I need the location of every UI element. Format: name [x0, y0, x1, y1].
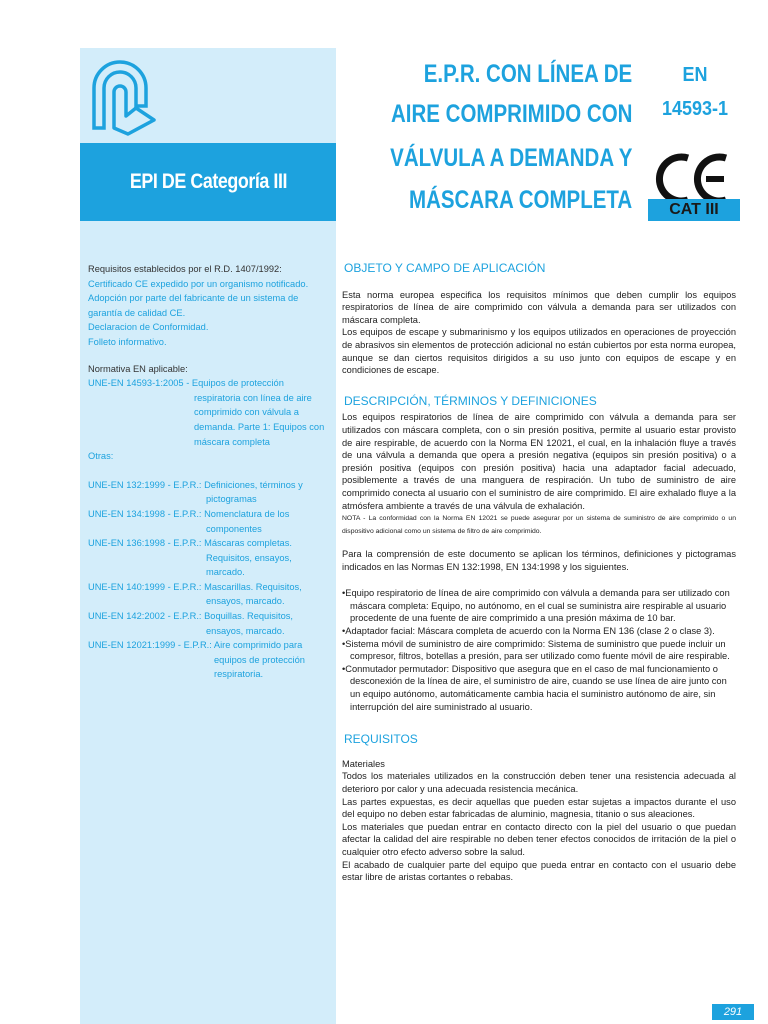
- title-line: E.P.R. CON LÍNEA DE: [423, 60, 632, 88]
- standard-code: [655, 58, 736, 126]
- otras-item: ensayos, marcado.: [206, 625, 285, 636]
- requisito-item: Folleto informativo.: [88, 336, 167, 347]
- paragraph: Los equipos respiratorios de línea de aire comprimido con válvula a demanda para ser utilizados con máscara completa, con o sin presión positiva, permite al usuario estar provisto de aire respirable, de acuerdo con la Norma EN 12021, el cual, en la inhalación fluye a través de una válvula a demanda que opera a presión negativa (equipos sin presión positiva) o a presión positiva (equipos con presión positiva) hacia una adaptador facial adecuado, posiblemente a través de una manguera de respiración. Un tubo de suministro de aire comprimido conecta al usuario con el suministro de aire comprimido. El aire exhalado fluye a la atmósfera ambiente a través de una válvula de exhalación.: [342, 412, 736, 511]
- paragraph: Todos los materiales utilizados en la construcción deben tener una resistencia adecuada al deterioro por calor y una adecuada resistencia mecánica.: [342, 771, 736, 794]
- otras-item: pictogramas: [206, 494, 257, 505]
- otras-item: UNE-EN 140:1999 - E.P.R.: Mascarillas. Requisitos,: [88, 581, 302, 592]
- title-line: VÁLVULA A DEMANDA Y: [389, 144, 632, 172]
- normativa-item: comprimido con válvula a: [194, 407, 299, 418]
- normativa-heading: Normativa EN aplicable:: [88, 363, 188, 374]
- paragraph: El acabado de cualquier parte del equipo que pueda entrar en contacto con el usuario debe estar libre de aristas cortantes o rebabas.: [342, 859, 736, 883]
- category-band: [80, 143, 336, 221]
- definition-item: •Sistema móvil de suministro de aire comprimido: Sistema de suministro que puede incluir un compresor, filtros, botellas a presión, para ser utilizado como fuente móvil de aire respirable.: [342, 638, 730, 662]
- standard-code-prefix: EN: [682, 64, 708, 86]
- section-title-requisitos: REQUISITOS: [344, 732, 418, 747]
- otras-item: UNE-EN 142:2002 - E.P.R.: Boquillas. Requisitos,: [88, 611, 293, 622]
- definition-item: •Conmutador permutador: Dispositivo que asegura que en el caso de mal funcionamiento o desconexión de la línea de aire, el suministro de aire, cuando se use línea de aire junto con un equipo autónomo, automáticamente cambia hacia el suministro autónomo de aire, sin interrupción del aire suministrado al usuario.: [342, 663, 727, 712]
- standard-code-number: 14593-1: [661, 98, 729, 120]
- otras-item: UNE-EN 136:1998 - E.P.R.: Máscaras completas.: [88, 538, 292, 549]
- otras-item: respiratoria.: [214, 669, 264, 680]
- otras-item: equipos de protección: [214, 654, 305, 665]
- definition-item: •Adaptador facial: Máscara completa de acuerdo con la Norma EN 136 (clase 2 o clase 3).: [342, 626, 715, 637]
- normativa-item: demanda. Parte 1: Equipos con: [194, 421, 325, 432]
- requisito-item: garantía de calidad CE.: [88, 307, 186, 318]
- note: NOTA - La conformidad con la Norma EN 12021 se puede asegurar por un sistema de suministro de aire comprimido o un dispositivo adicional como un sistema de filtro de aire comprimido.: [342, 515, 736, 536]
- paragraph: Para la comprensión de este documento se aplican los términos, definiciones y pictogramas indicados en las Normas EN 132:1998, EN 134:1998 y los siguientes.: [342, 549, 736, 572]
- requisito-item: Adopción por parte del fabricante de un sistema de: [88, 293, 299, 304]
- page-title: [336, 50, 642, 226]
- section-title-objeto: OBJETO Y CAMPO DE APLICACIÓN: [344, 261, 546, 275]
- definitions-list: [342, 587, 736, 713]
- main-content: [342, 262, 736, 884]
- paragraph: Los equipos de escape y submarinismo y los equipos utilizados en operaciones de proyección de abrasivos sin elementos de protección adicional no están cubiertos por esta norma europea, aunque se dan ciertos requisitos dirigidos a su uso junto con equipos de escape y en condiciones de escape.: [342, 327, 736, 376]
- otras-item: componentes: [206, 523, 262, 534]
- otras-label: Otras:: [88, 451, 114, 462]
- requirements-sidebar: [88, 262, 332, 682]
- page-number: 291: [712, 1004, 754, 1020]
- requisitos-heading: Requisitos establecidos por el R.D. 1407/1992:: [88, 264, 282, 274]
- subsection-title: Materiales: [342, 758, 385, 769]
- title-line: AIRE COMPRIMIDO CON: [390, 100, 632, 128]
- normativa-item: UNE-EN 14593-1:2005 - Equipos de protección: [88, 378, 284, 389]
- otras-item: UNE-EN 134:1998 - E.P.R.: Nomenclatura de los: [88, 508, 290, 519]
- paragraph: Esta norma europea especifica los requisitos mínimos que deben cumplir los equipos respiratorios de línea de aire comprimido con válvula a demanda para ser utilizados con máscara completa.: [342, 289, 736, 325]
- otras-item: UNE-EN 12021:1999 - E.P.R.: Aire comprimido para: [88, 640, 303, 651]
- definition-item: •Equipo respiratorio de línea de aire comprimido con válvula a demanda para ser utilizado con máscara completa: Equipo, no autónomo, en el cual se suministra aire respirable al usuario procedente de una fuente de aire comprimido a una presión máxima de 10 bar.: [342, 588, 730, 624]
- paragraph: Los materiales que puedan entrar en contacto directo con la piel del usuario o que puedan afectar la calidad del aire respirable no deben tener efectos conocidos de irritación de la piel o cualquier otro efecto adverso sobre la salud.: [342, 821, 736, 857]
- normativa-item: respiratoria con línea de aire: [194, 392, 312, 403]
- paragraph: Las partes expuestas, es decir aquellas que pueden estar sujetas a impactos durante el uso del equipo no deben estar fabricadas de aluminio, magnesia, titanio o sus aleaciones.: [342, 796, 736, 820]
- company-logo-icon: [84, 58, 164, 138]
- normativa-item: máscara completa: [194, 436, 270, 447]
- section-title-descripcion: DESCRIPCIÓN, TÉRMINOS Y DEFINICIONES: [344, 393, 597, 408]
- requisito-item: Declaracion de Conformidad.: [88, 322, 209, 333]
- otras-item: ensayos, marcado.: [206, 596, 285, 607]
- ce-category-badge: CAT III: [648, 199, 740, 221]
- title-line: MÁSCARA COMPLETA: [408, 186, 632, 214]
- otras-item: UNE-EN 132:1999 - E.P.R.: Definiciones, términos y: [88, 479, 303, 490]
- requisito-item: Certificado CE expedido por un organismo notificado.: [88, 278, 309, 289]
- category-label: EPI DE Categoría III: [129, 170, 287, 193]
- otras-item: Requisitos, ensayos, marcado.: [206, 552, 292, 578]
